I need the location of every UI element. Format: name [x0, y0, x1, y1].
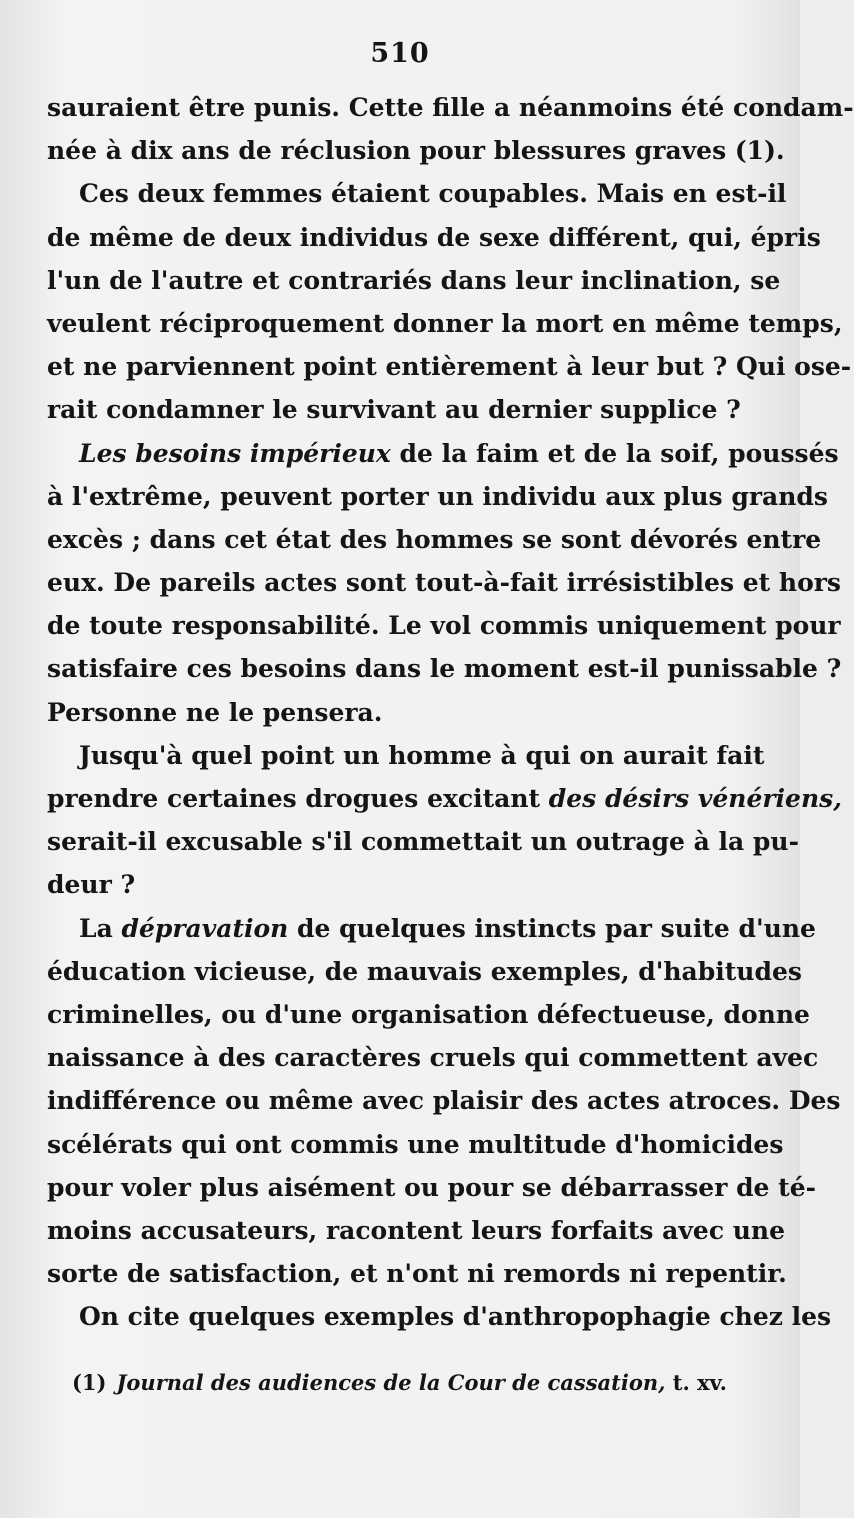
- text-line: excès ; dans cet état des hommes se sont dévorés entre: [47, 524, 822, 554]
- text-line: moins accusateurs, racontent leurs forfaits avec une: [47, 1215, 786, 1245]
- text-line: rait condamner le survivant au dernier supplice ?: [47, 395, 741, 425]
- text-line: pour voler plus aisément ou pour se débarrasser de té-: [47, 1172, 816, 1202]
- footnote-marker: (1): [72, 1370, 107, 1395]
- footnote-volume: t. xv.: [672, 1370, 727, 1395]
- text-line: [47, 432, 839, 475]
- text-line: de même de deux individus de sexe différent, qui, épris: [47, 222, 821, 252]
- emphasis: dépravation: [121, 913, 289, 943]
- text-line: de toute responsabilité. Le vol commis uniquement pour: [47, 611, 841, 641]
- text-line: serait-il excusable s'il commettait un outrage à la pu-: [47, 827, 799, 857]
- text-line: Personne ne le pensera.: [47, 697, 383, 727]
- emphasis: des désirs vénériens,: [548, 784, 842, 813]
- page-number: 510: [370, 38, 430, 69]
- body-text: [47, 86, 854, 1338]
- text-line: [47, 777, 842, 820]
- footnote: [72, 1370, 732, 1395]
- text-line: et ne parviennent point entièrement à leur but ? Qui ose-: [47, 352, 852, 382]
- footnote-title: Journal des audiences de la Cour de cassation,: [116, 1370, 666, 1395]
- text-line: Ces deux femmes étaient coupables. Mais en est-il: [79, 179, 787, 209]
- text-line: sorte de satisfaction, et n'ont ni remords ni repentir.: [47, 1259, 787, 1289]
- text-span: prendre certaines drogues excitant: [47, 784, 549, 813]
- text-line: indifférence ou même avec plaisir des actes atroces. Des: [47, 1086, 841, 1116]
- text-line: née à dix ans de réclusion pour blessures graves (1).: [47, 136, 785, 166]
- text-line: veulent réciproquement donner la mort en même temps,: [47, 308, 843, 338]
- text-span: de la faim et de la soif, poussés: [390, 438, 839, 468]
- text-line: criminelles, ou d'une organisation défectueuse, donne: [47, 999, 810, 1029]
- text-line: satisfaire ces besoins dans le moment est-il punissable ?: [47, 654, 842, 684]
- text-line: [47, 907, 816, 950]
- text-line: l'un de l'autre et contrariés dans leur inclination, se: [47, 265, 781, 295]
- text-span: de quelques instincts par suite d'une: [288, 913, 816, 943]
- text-line: scélérats qui ont commis une multitude d'homicides: [47, 1129, 784, 1159]
- text-line: à l'extrême, peuvent porter un individu aux plus grands: [47, 481, 828, 511]
- text-line: deur ?: [47, 870, 136, 900]
- text-span: La: [79, 913, 122, 943]
- text-line: On cite quelques exemples d'anthropophagie chez les: [79, 1302, 832, 1332]
- text-line: eux. De pareils actes sont tout-à-fait irrésistibles et hors: [47, 568, 841, 598]
- text-line: Jusqu'à quel point un homme à qui on aurait fait: [79, 740, 765, 770]
- emphasis: Les besoins impérieux: [79, 438, 391, 468]
- text-line: naissance à des caractères cruels qui commettent avec: [47, 1043, 819, 1073]
- text-line: sauraient être punis. Cette fille a néanmoins été condam-: [47, 93, 854, 122]
- text-line: éducation vicieuse, de mauvais exemples, d'habitudes: [47, 956, 802, 986]
